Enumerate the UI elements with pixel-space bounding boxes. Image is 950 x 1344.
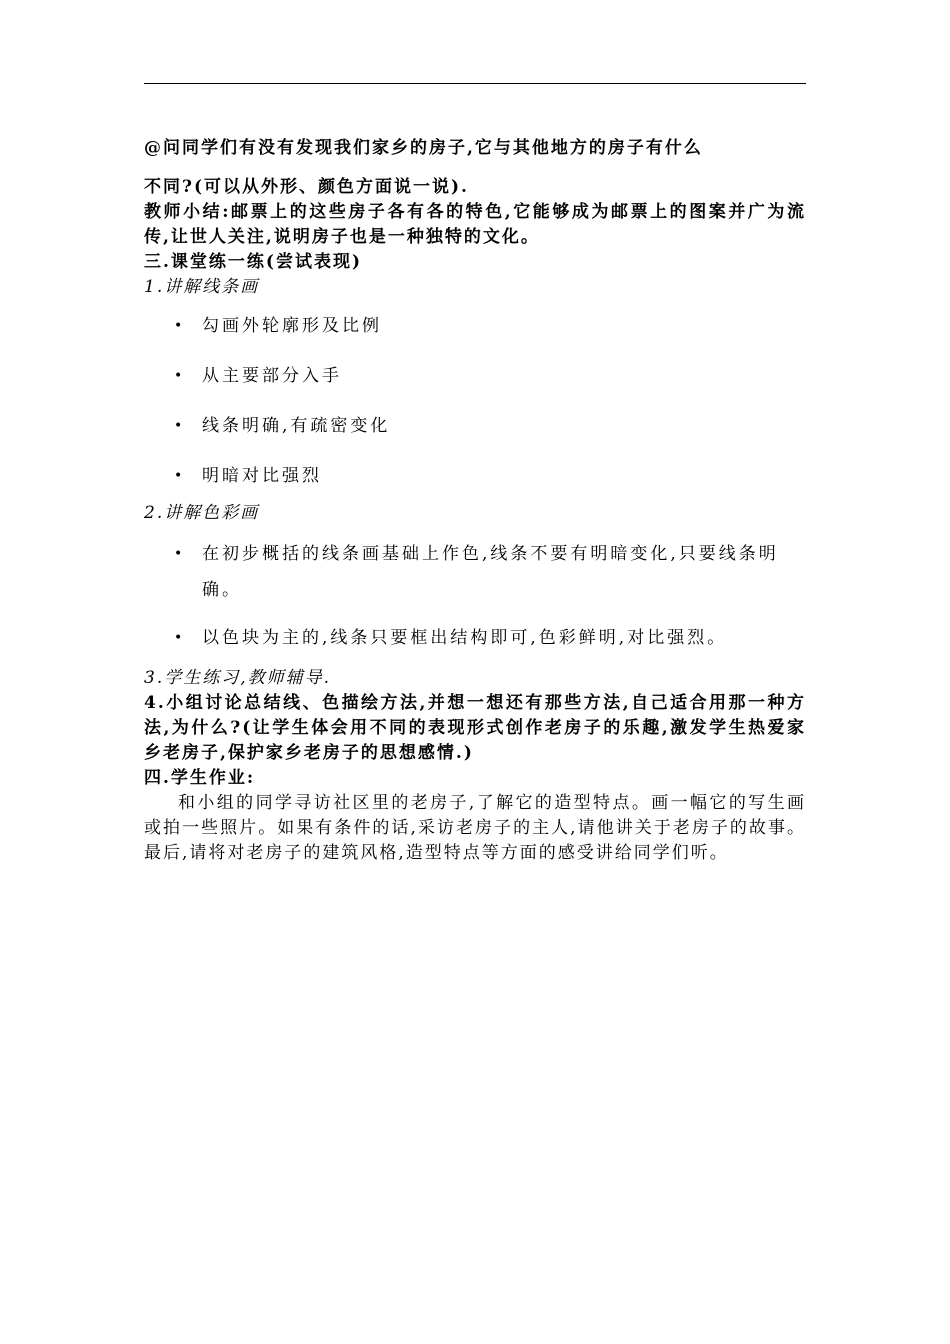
section-4-heading: 四.学生作业: — [144, 768, 256, 788]
bullet-icon: • — [174, 368, 186, 384]
homework-paragraph: 和小组的同学寻访社区里的老房子,了解它的造型特点。画一幅它的写生画或拍一些照片。如果有条件的话,采访老房子的主人,请他讲关于老房子的故事。最后,请将对老房子的建筑风格,造型特点等方面的感受讲给同学们听。 — [144, 793, 806, 863]
bullet-icon: • — [174, 318, 186, 334]
bullet-icon: • — [174, 418, 186, 434]
list-item — [144, 414, 806, 439]
list-item — [144, 464, 806, 489]
document-body — [144, 136, 806, 866]
color-drawing-list — [144, 536, 806, 656]
section-3-heading: 三.课堂练一练(尝试表现) — [144, 252, 363, 272]
list-item — [144, 620, 806, 656]
question-line-1: @问同学们有没有发现我们家乡的房子,它与其他地方的房子有什么 — [144, 138, 703, 158]
list-item — [144, 536, 806, 608]
bullet-icon: • — [174, 630, 186, 646]
list-item-text: 以色块为主的,线条只要框出结构即可,色彩鲜明,对比强烈。 — [202, 628, 728, 648]
item-4: 4.小组讨论总结线、色描绘方法,并想一想还有那些方法,自己适合用那一种方法,为什么?(让学生体会用不同的表现形式创作老房子的乐趣,激发学生热爱家乡老房子,保护家乡老房子的思想感情.) — [144, 693, 806, 763]
bullet-icon: • — [174, 468, 186, 484]
list-item-text: 在初步概括的线条画基础上作色,线条不要有明暗变化,只要线条明确。 — [202, 544, 779, 600]
teacher-summary: 教师小结:邮票上的这些房子各有各的特色,它能够成为邮票上的图案并广为流传,让世人关注,说明房子也是一种独特的文化。 — [144, 202, 806, 247]
bullet-icon: • — [174, 546, 186, 562]
item-3: 3.学生练习,教师辅导. — [144, 668, 332, 688]
line-drawing-list — [144, 314, 806, 489]
item-2-heading: 2.讲解色彩画 — [144, 503, 260, 523]
question-line-2: 不同?(可以从外形、颜色方面说一说). — [144, 177, 469, 197]
list-item-text: 勾画外轮廓形及比例 — [202, 316, 382, 336]
list-item-text: 明暗对比强烈 — [202, 466, 322, 486]
list-item-text: 从主要部分入手 — [202, 366, 342, 386]
list-item — [144, 314, 806, 339]
item-1-heading: 1.讲解线条画 — [144, 277, 260, 297]
list-item-text: 线条明确,有疏密变化 — [202, 416, 391, 436]
list-item — [144, 364, 806, 389]
header-rule — [144, 83, 806, 84]
